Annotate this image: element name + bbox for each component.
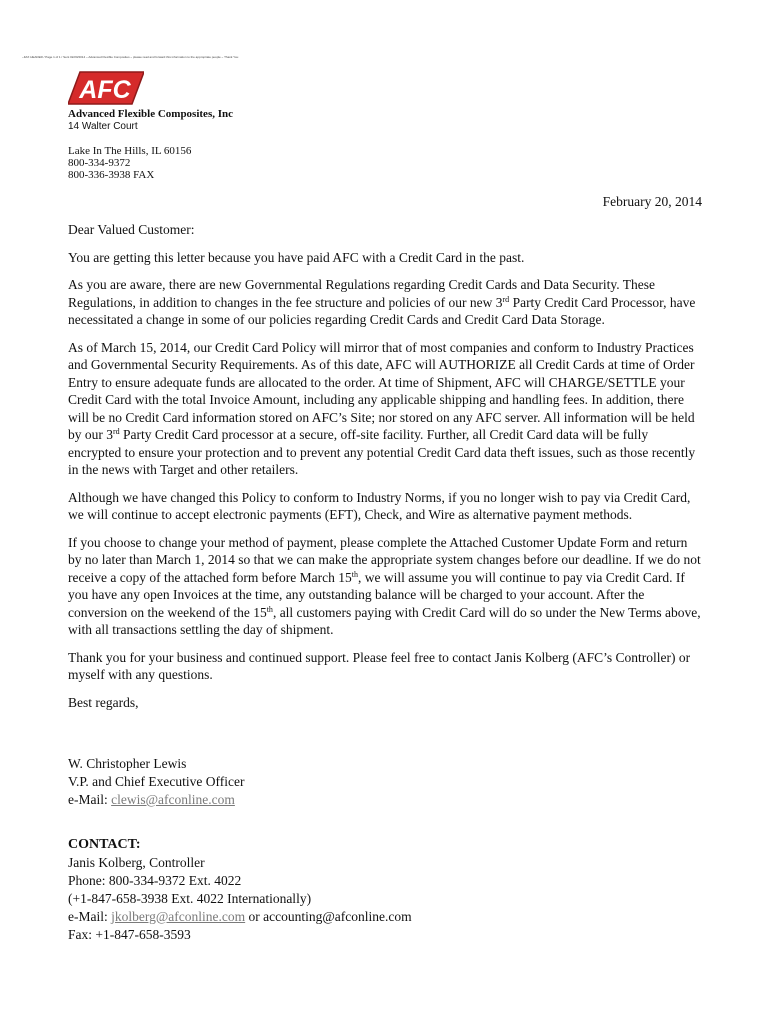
afc-logo xyxy=(68,70,144,106)
paragraph-3: As of March 15, 2014, our Credit Card Policy will mirror that of most companies and conform to Industry Practices and Governmental Security Requirements. As of this date, AFC will AUTHORIZE all Credit Cards at time of Order Entry to ensure adequate funds are allocated to the order. At time of Shipment, AFC will CHARGE/SETTLE your Credit Card with the total Invoice Amount, including any applicable shipping and handling fees. In addition, there will be no Credit Card information stored on AFC’s Site; nor stored on any AFC server. All information will be held by our 3rd Party Credit Card processor at a secure, off-site facility. Further, all Credit Card data will be fully encrypted to ensure your protection and to prevent any potential Credit Card data theft issues, such as those recently in the news with Target and other retailers. xyxy=(68,339,696,477)
contact-phone: Phone: 800-334-9372 Ext. 4022 xyxy=(68,873,242,888)
greeting: Dear Valued Customer: xyxy=(68,222,195,237)
paragraph-1: You are getting this letter because you have paid AFC with a Credit Card in the past. xyxy=(68,249,525,265)
paragraph-2: As you are aware, there are new Governmental Regulations regarding Credit Cards and Data Security. These Regulations, in addition to changes in the fee structure and policies of our new 3rd Party Credit Card Processor, have necessitated a change in some of our policies regarding Credit Cards and Credit Card Data Storage. xyxy=(68,277,696,327)
contact-intl-phone: (+1-847-658-3938 Ext. 4022 Internationally) xyxy=(68,891,312,906)
signature-block xyxy=(68,755,244,809)
paragraph-6: Thank you for your business and continued support. Please feel free to contact Janis Kolberg (AFC’s Controller) or myself with any questions. xyxy=(68,649,691,682)
signer-name: W. Christopher Lewis xyxy=(68,756,187,771)
company-city: Lake In The Hills, IL 60156 xyxy=(68,145,192,157)
signer-title: V.P. and Chief Executive Officer xyxy=(68,774,245,789)
contact-heading: CONTACT: xyxy=(68,837,141,852)
company-phone: 800-334-9372 xyxy=(68,157,131,169)
letter-body xyxy=(68,221,704,721)
company-block xyxy=(68,108,233,181)
paragraph-4: Although we have changed this Policy to conform to Industry Norms, if you no longer wish to pay via Credit Card, we will continue to accept electronic payments (EFT), Check, and Wire as alternative payment methods. xyxy=(68,489,691,522)
contact-block xyxy=(68,836,412,944)
signer-email-line: e-Mail: clewis@afconline.com xyxy=(68,792,235,807)
fax-header-line: ~FAX HEADER / Page 1 of 1 / Sent 02/20/2014 ~ Advanced Flexible Composites ~ please read and forward this information to the appropriate people ~ Thank You xyxy=(22,56,239,59)
contact-fax: Fax: +1-847-658-3593 xyxy=(68,927,191,942)
contact-name: Janis Kolberg, Controller xyxy=(68,855,205,870)
contact-email-alt: or accounting@afconline.com xyxy=(245,909,412,924)
company-fax: 800-336-3938 FAX xyxy=(68,169,155,181)
letter-date: February 20, 2014 xyxy=(602,194,702,209)
signer-email-link[interactable]: clewis@afconline.com xyxy=(111,792,235,807)
company-street: 14 Walter Court xyxy=(68,121,138,132)
company-name: Advanced Flexible Composites, Inc xyxy=(68,108,233,120)
contact-email-line: e-Mail: jkolberg@afconline.com or accounting@afconline.com xyxy=(68,909,412,924)
contact-email-link[interactable]: jkolberg@afconline.com xyxy=(111,909,246,924)
logo-text: AFC xyxy=(79,76,131,104)
closing: Best regards, xyxy=(68,694,139,710)
paragraph-5: If you choose to change your method of payment, please complete the Attached Customer Update Form and return by no later than March 1, 2014 so that we can make the appropriate system changes before our deadline. If we do not receive a copy of the attached form before March 15th, we will assume you will continue to pay via Credit Card. If you have any open Invoices at the time, any outstanding balance will be charged to your account. After the conversion on the weekend of the 15th, all customers paying with Credit Card will do so under the New Terms above, with all transactions settling the day of shipment. xyxy=(68,534,701,637)
